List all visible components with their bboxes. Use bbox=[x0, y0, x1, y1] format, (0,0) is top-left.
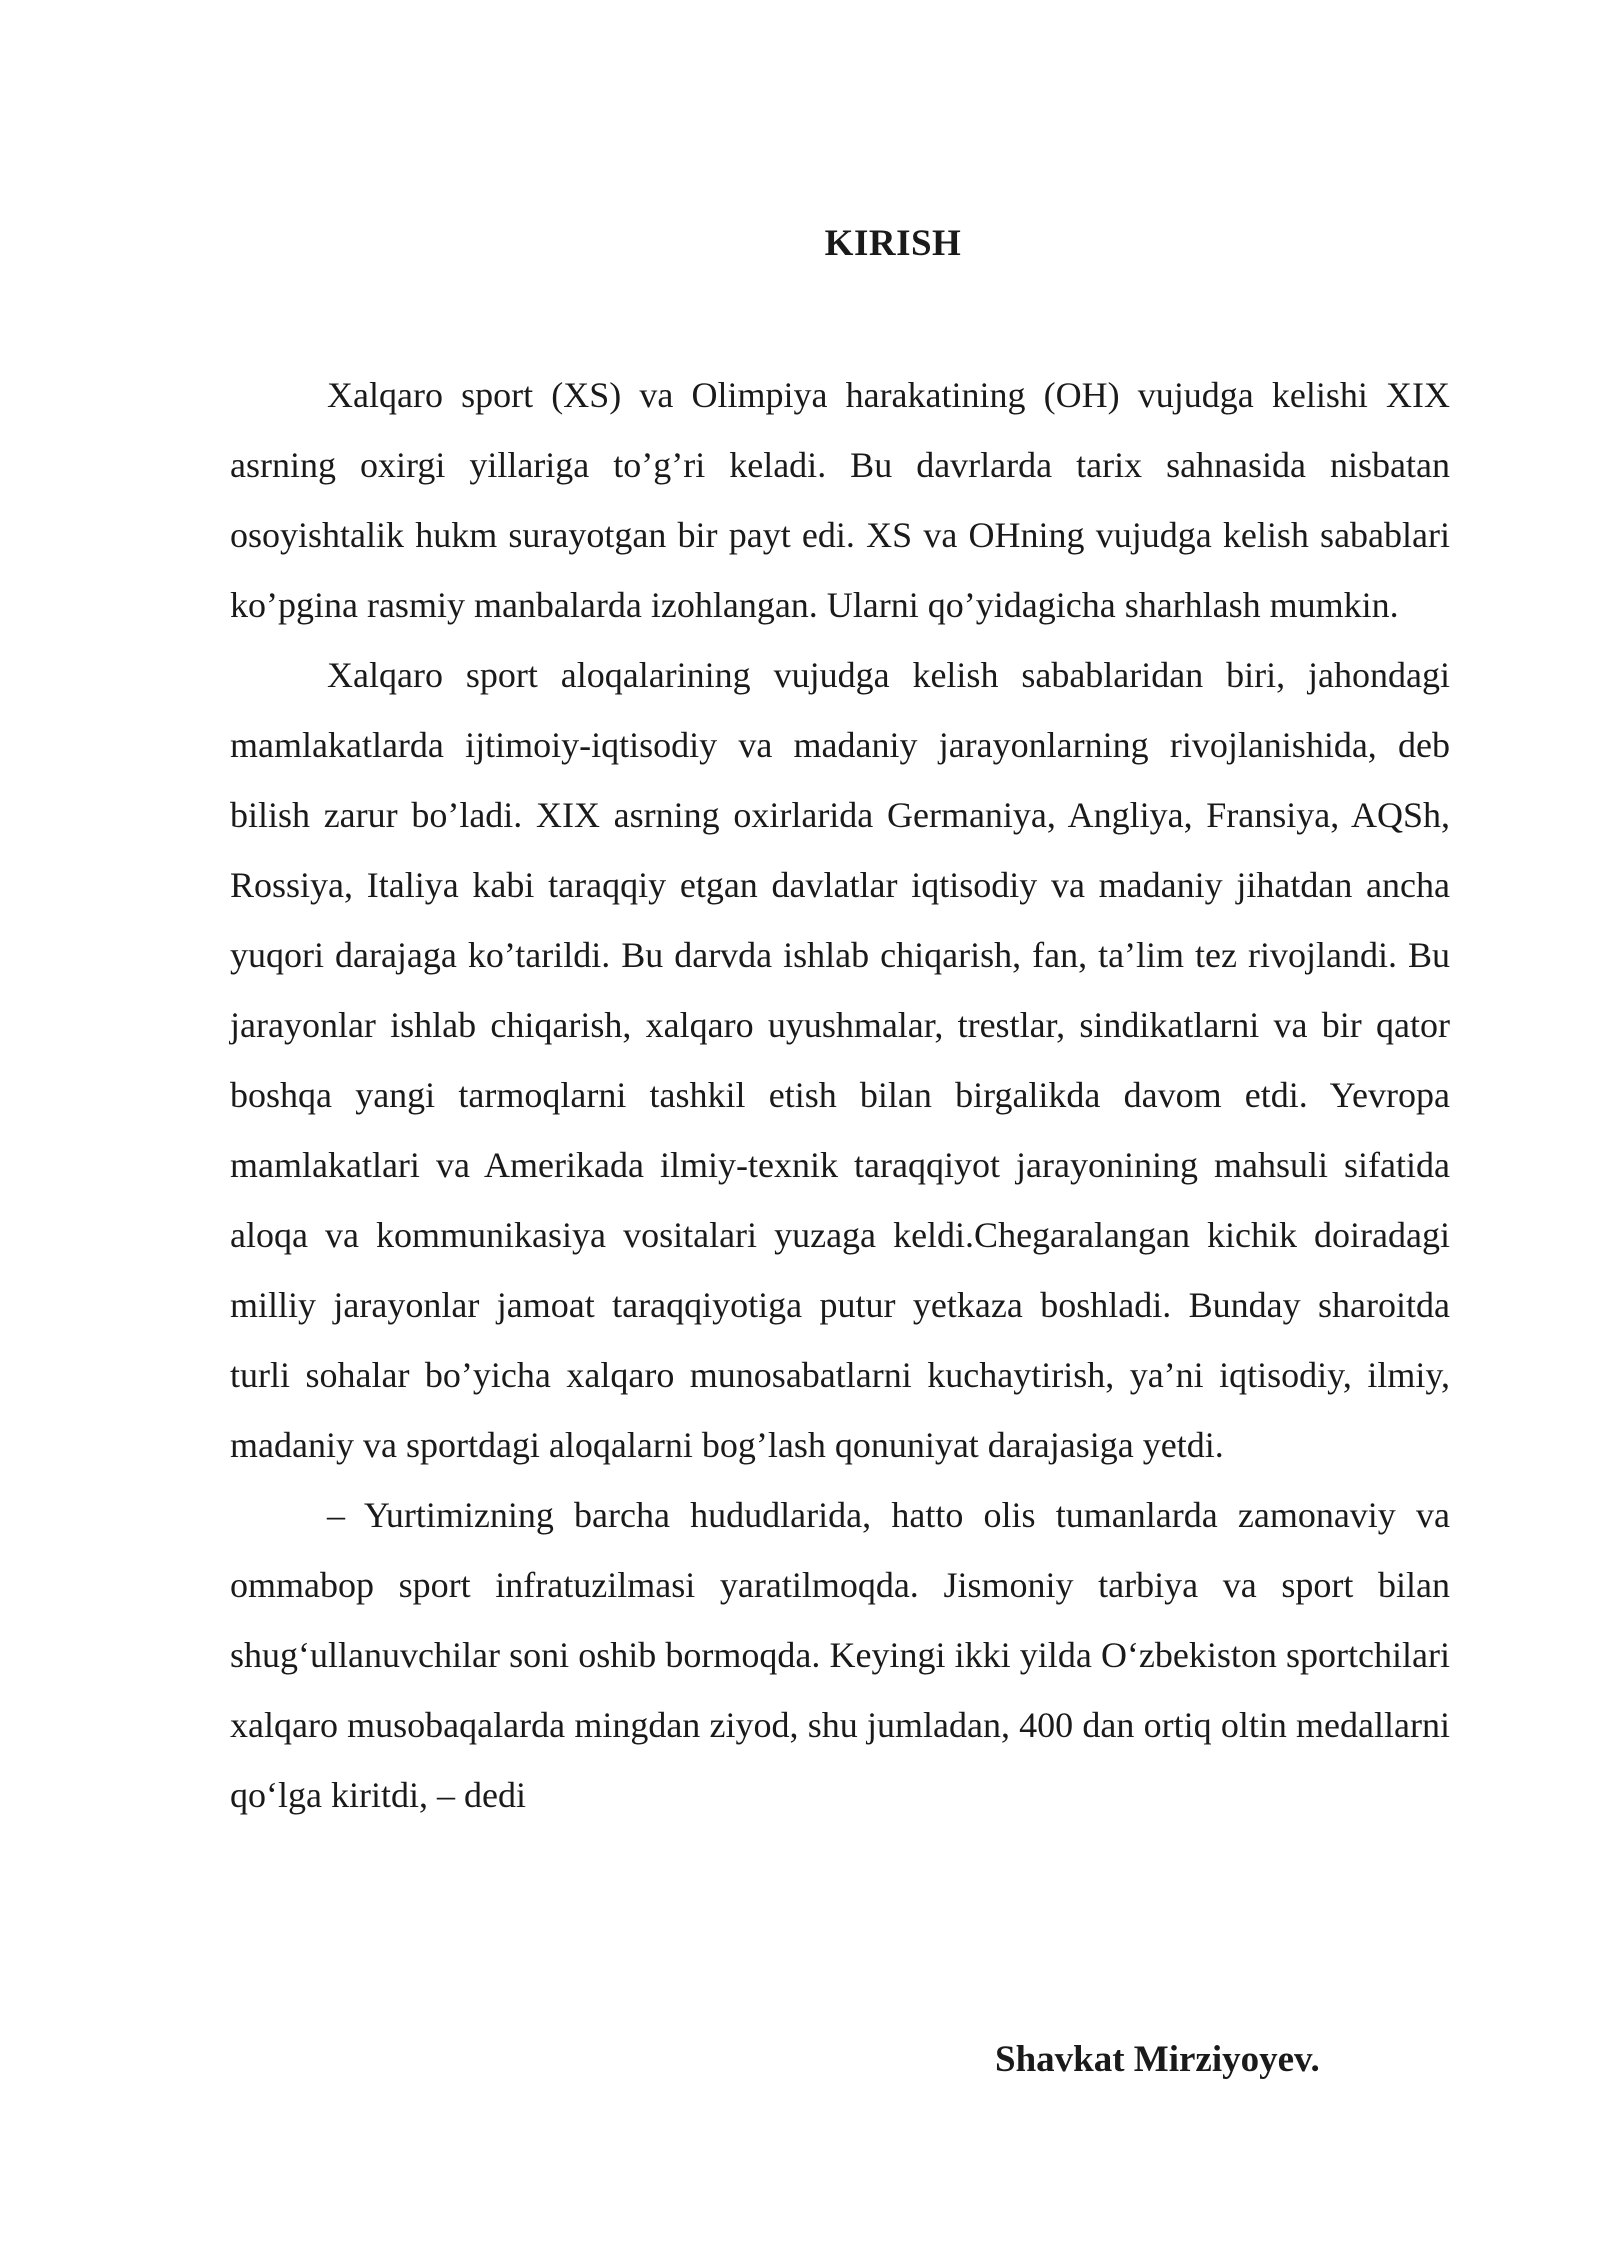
page-title: KIRISH bbox=[824, 223, 962, 264]
paragraph-1: Xalqaro sport (XS) va Olimpiya harakatining (OH) vujudga kelishi XIX asrning oxirgi yillariga to’g’ri keladi. Bu davrlarda tarix sahnasida nisbatan osoyishtalik hukm surayotgan bir payt edi. XS va OHning vujudga kelish sabablari ko’pgina rasmiy manbalarda izohlangan. Ularni qo’yidagicha sharhlash mumkin. bbox=[230, 375, 1450, 625]
paragraph-3: – Yurtimizning barcha hududlarida, hatto olis tumanlarda zamonaviy va ommabop sport infratuzilmasi yaratilmoqda. Jismoniy tarbiya va sport bilan shug‘ullanuvchilar soni oshib bormoqda. Keyingi ikki yilda O‘zbekiston sportchilari xalqaro musobaqalarda mingdan ziyod, shu jumladan, 400 dan ortiq oltin medallarni qo‘lga kiritdi, – dedi bbox=[230, 1495, 1450, 1815]
paragraph-2: Xalqaro sport aloqalarining vujudga kelish sabablaridan biri, jahondagi mamlakatlarda ijtimoiy-iqtisodiy va madaniy jarayonlarning rivojlanishida, deb bilish zarur bo’ladi. XIX asrning oxirlarida Germaniya, Angliya, Fransiya, AQSh, Rossiya, Italiya kabi taraqqiy etgan davlatlar iqtisodiy va madaniy jihatdan ancha yuqori darajaga ko’tarildi. Bu darvda ishlab chiqarish, fan, ta’lim tez rivojlandi. Bu jarayonlar ishlab chiqarish, xalqaro uyushmalar, trestlar, sindikatlarni va bir qator boshqa yangi tarmoqlarni tashkil etish bilan birgalikda davom etdi. Yevropa mamlakatlari va Amerikada ilmiy-texnik taraqqiyot jarayonining mahsuli sifatida aloqa va kommunikasiya vositalari yuzaga keldi.Chegaralangan kichik doiradagi milliy jarayonlar jamoat taraqqiyotiga putur yetkaza boshladi. Bunday sharoitda turli sohalar bo’yicha xalqaro munosabatlarni kuchaytirish, ya’ni iqtisodiy, ilmiy, madaniy va sportdagi aloqalarni bog’lash qonuniyat darajasiga yetdi. bbox=[230, 655, 1450, 1465]
document-body bbox=[230, 360, 1450, 1830]
signature: Shavkat Mirziyoyev. bbox=[995, 2039, 1320, 2080]
